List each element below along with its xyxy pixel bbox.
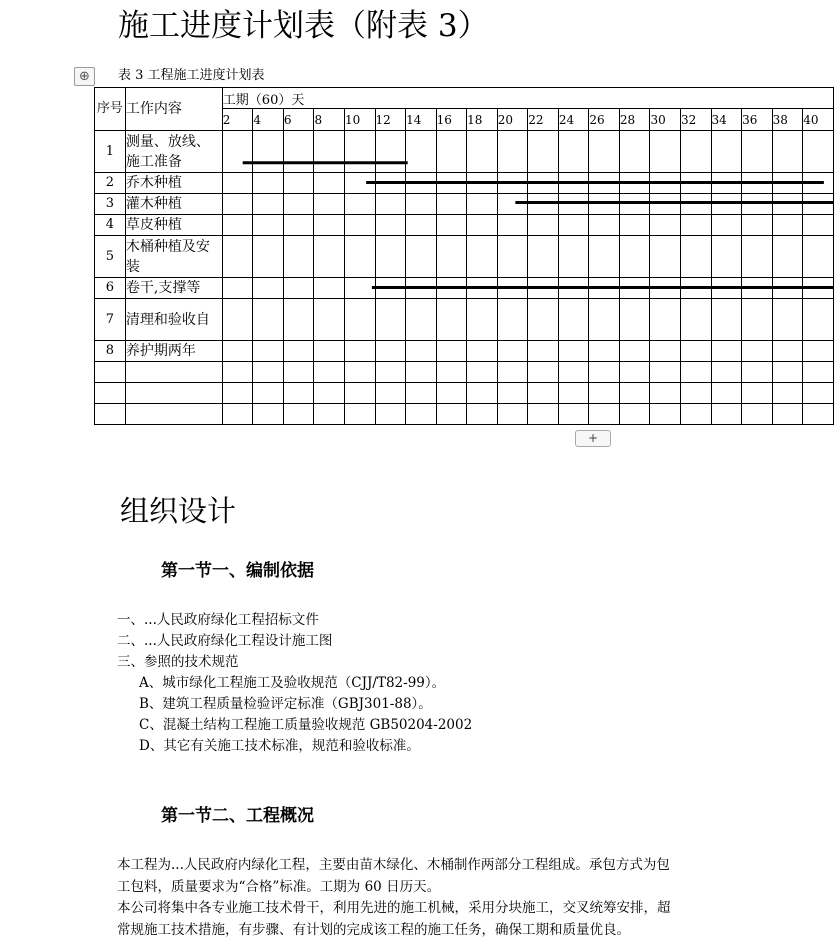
col-header-seq: 序号 [95,88,126,131]
gantt-bars [94,87,834,430]
page-title: 施工进度计划表（附表 3） [118,8,489,44]
table-move-handle-icon[interactable]: ⊕ [74,67,95,86]
day-header-cell: 10 [344,109,375,131]
day-header-cell: 8 [314,109,345,131]
day-header-cell: 36 [742,109,773,131]
schedule-table-container [94,87,819,430]
day-header-cell: 40 [803,109,834,131]
add-row-button[interactable]: + [575,430,611,447]
day-header-cell: 14 [406,109,437,131]
table-caption: 表 3 工程施工进度计划表 [118,68,265,83]
row-task: 养护期两年 [125,341,222,362]
row-task: 测量、放线、施工准备 [125,131,222,173]
day-header-cell: 24 [558,109,589,131]
day-header-cell: 18 [467,109,498,131]
row-task: 木桶种植及安装 [125,236,222,278]
row-task: 卷干,支撑等 [125,278,222,299]
row-task: 灌木种植 [125,194,222,215]
row-seq: 8 [95,341,126,362]
overview-paragraph-2: 本公司将集中各专业施工技术骨干，利用先进的施工机械，采用分块施工，交叉统筹安排，超常规施工技术措施，有步骤、有计划的完成该工程的施工任务，确保工期和质量优良。 [117,900,671,938]
day-header-cell: 20 [497,109,528,131]
overview-text [117,855,682,941]
list-item: 二、...人民政府绿化工程设计施工图 [117,633,333,649]
day-header-cell: 26 [589,109,620,131]
day-header-cell: 30 [650,109,681,131]
section2-title: 第一节二、工程概况 [161,806,314,826]
row-seq: 6 [95,278,126,299]
day-header-cell: 6 [283,109,314,131]
day-header-cell: 22 [528,109,559,131]
section1-title: 第一节一、编制依据 [161,561,314,581]
sublist-item: C、混凝土结构工程施工质量验收规范 GB50204-2002 [139,717,473,733]
row-seq: 3 [95,194,126,215]
day-header-cell: 12 [375,109,406,131]
overview-paragraph-1: 本工程为...人民政府内绿化工程，主要由苗木绿化、木桶制作两部分工程组成。承包方式为包工包料，质量要求为“合格”标准。工期为 60 日历天。 [117,857,670,895]
day-header-cell: 32 [681,109,712,131]
day-header-cell: 28 [619,109,650,131]
row-task: 草皮种植 [125,215,222,236]
list-item: 三、参照的技术规范 [117,654,239,670]
day-header-cell: 34 [711,109,742,131]
row-seq: 2 [95,173,126,194]
day-header-cell: 2 [222,109,253,131]
row-seq: 5 [95,236,126,278]
row-seq: 7 [95,299,126,341]
sublist-item: D、其它有关施工技术标准，规范和验收标准。 [139,738,420,754]
col-header-period: 工期（60）天 [222,88,833,109]
sublist-item: A、城市绿化工程施工及验收规范（CJJ/T82-99）。 [139,675,446,691]
row-task: 清理和验收自 [125,299,222,341]
day-header-cell: 16 [436,109,467,131]
list-item: 一、...人民政府绿化工程招标文件 [117,612,319,628]
row-task: 乔木种植 [125,173,222,194]
row-seq: 1 [95,131,126,173]
sublist-item: B、建筑工程质量检验评定标准（GBJ301-88）。 [139,696,432,712]
day-header-cell: 38 [772,109,803,131]
section-heading-organization: 组织设计 [120,494,237,528]
col-header-task: 工作内容 [125,88,222,131]
row-seq: 4 [95,215,126,236]
day-header-cell: 4 [253,109,284,131]
